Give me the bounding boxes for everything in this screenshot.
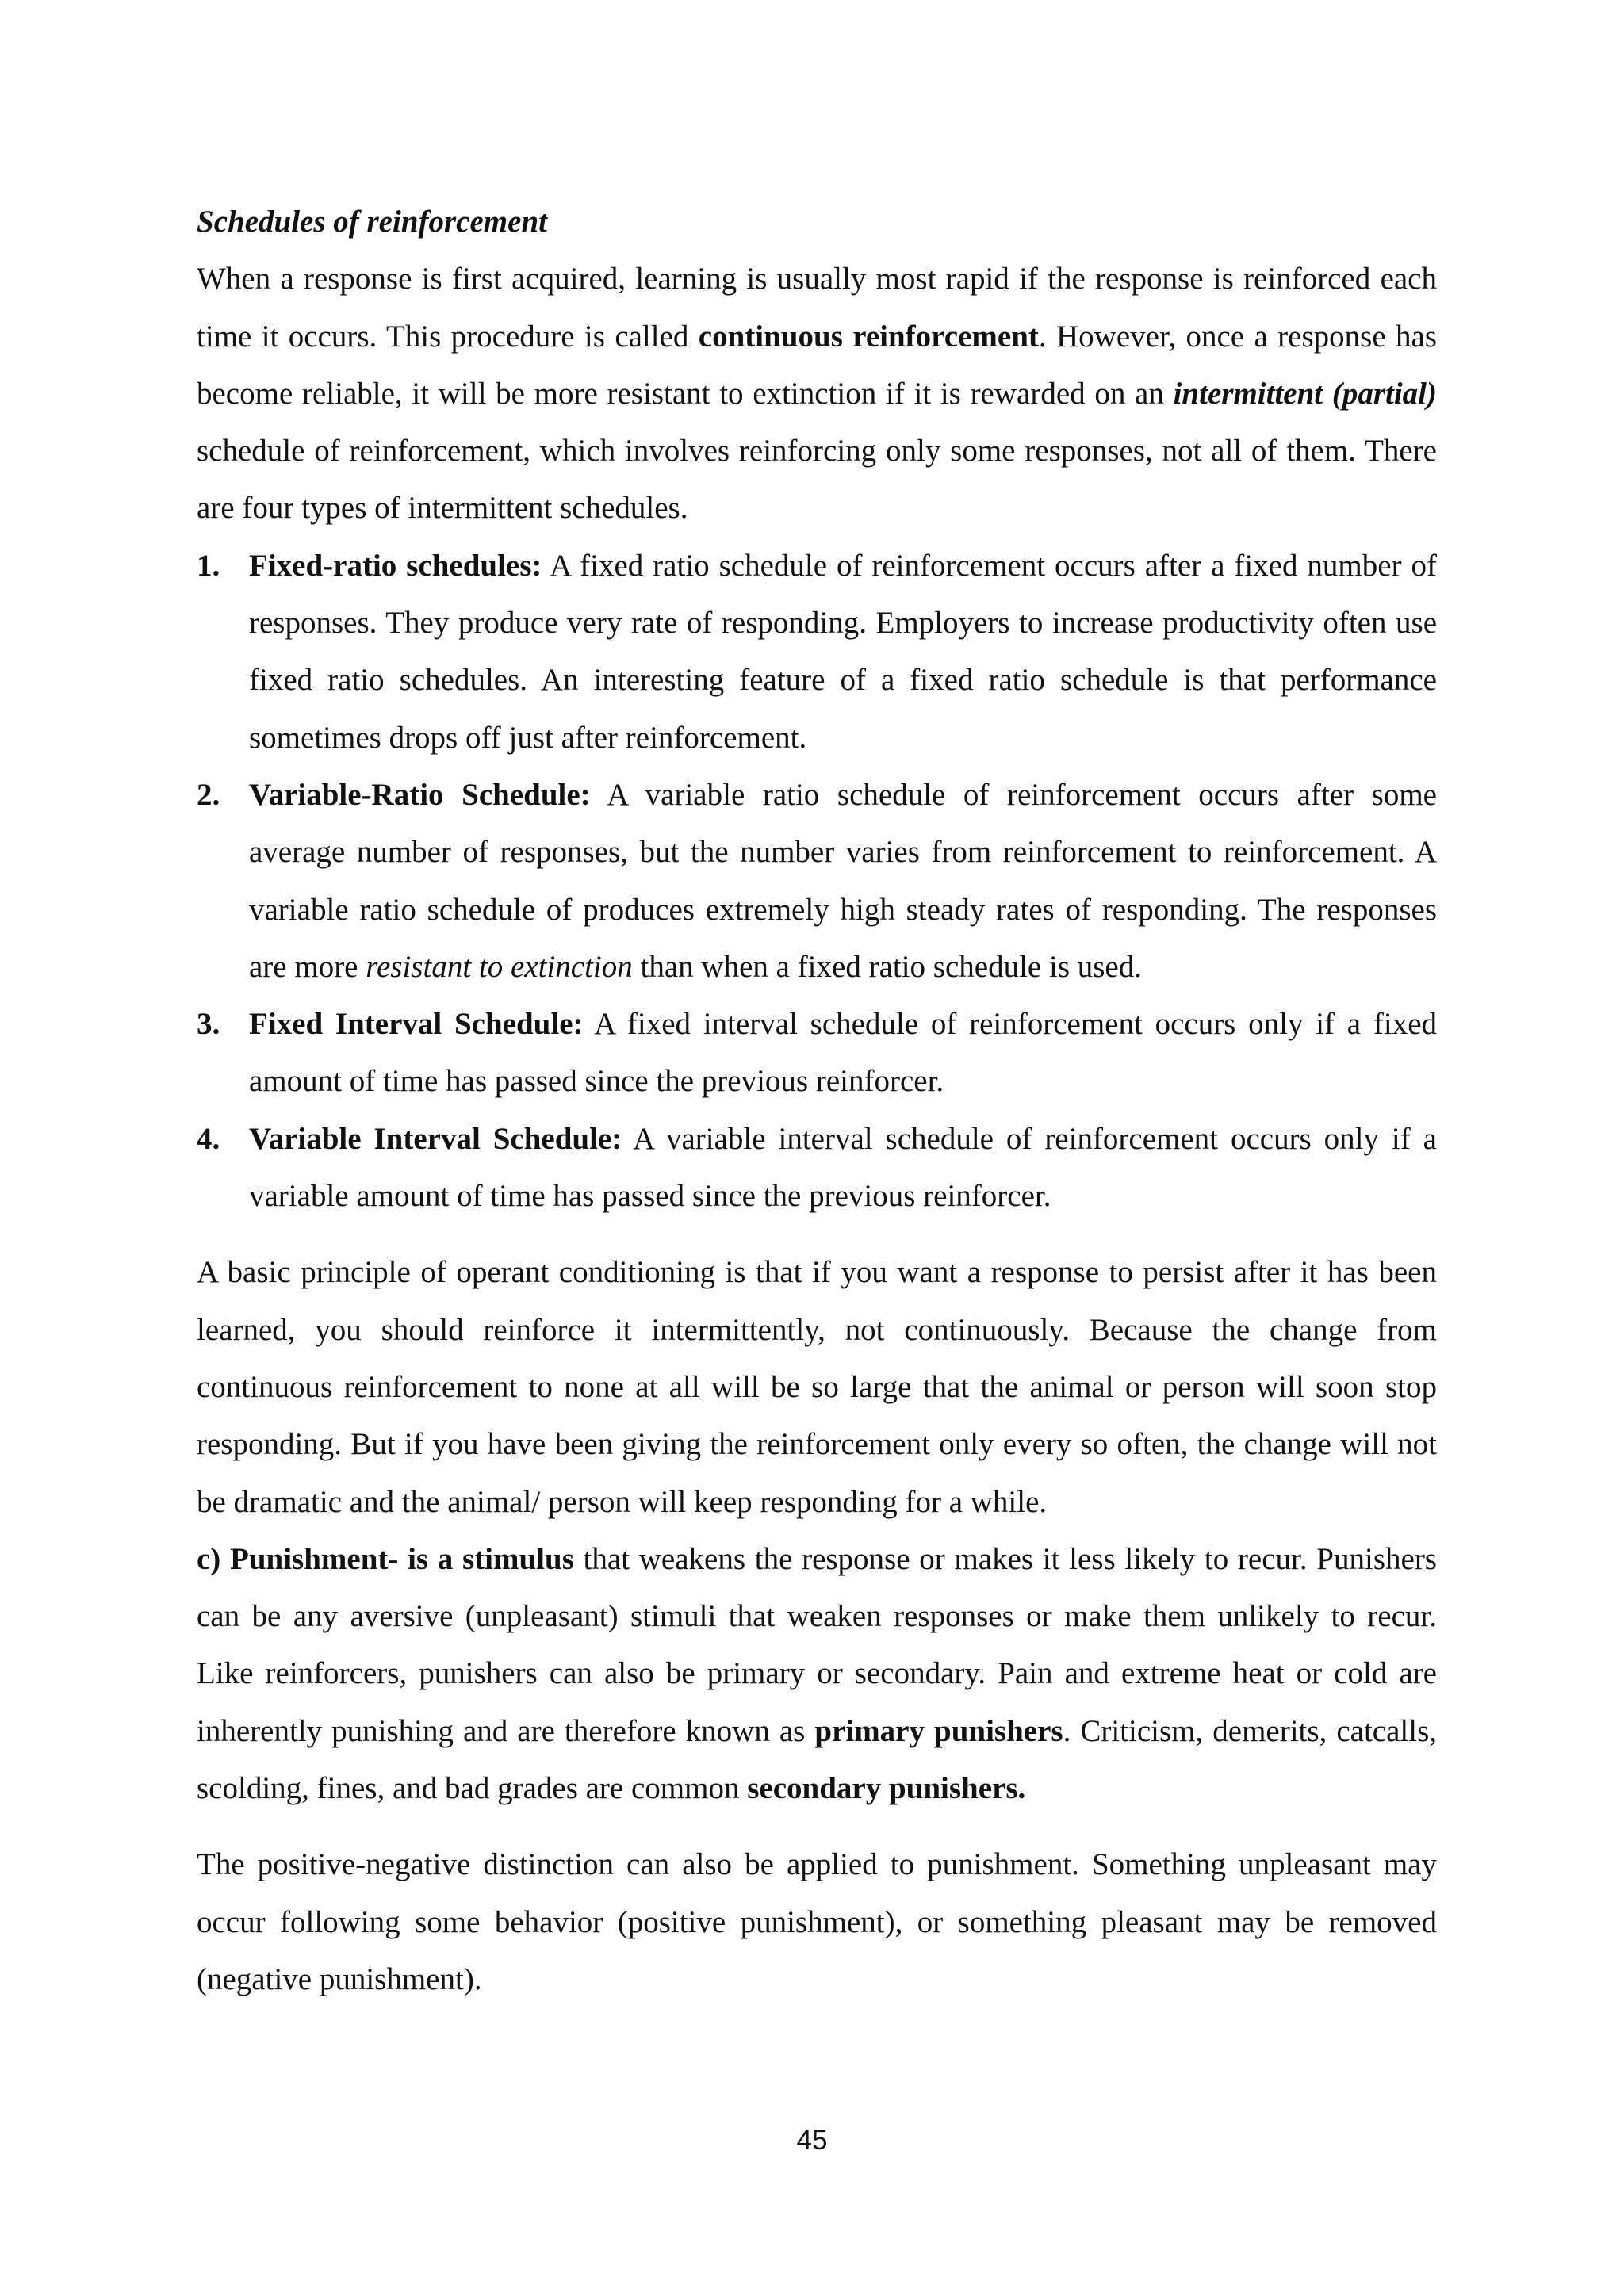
intro-paragraph <box>197 251 1437 537</box>
punishment-paragraph <box>197 1531 1437 1817</box>
intro-text-3: schedule of reinforcement, which involves reinforcing only some responses, not all of them. There are four types of intermittent schedules. <box>197 434 1437 526</box>
schedule-text: A variable ratio schedule of reinforcement occurs after some average number of responses, but the number varies from reinforcement to reinforcement. A variable ratio schedule of produces extremely high steady rates of responding. The responses are more <box>249 777 1437 984</box>
intro-text-2: . However, once a response has become reliable, it will be more resistant to extinction if it is rewarded on an <box>197 319 1437 411</box>
list-number: 3. <box>197 1007 220 1042</box>
schedule-text: A variable interval schedule of reinforcement occurs only if a variable amount of time has passed since the previous reinforcer. <box>249 1121 1437 1214</box>
term-intermittent: intermittent (partial) <box>1173 376 1437 411</box>
punishment-text-2: . Criticism, demerits, catcalls, scolding, fines, and bad grades are common <box>197 1713 1437 1806</box>
term-continuous-reinforcement: continuous reinforcement <box>698 319 1039 354</box>
term-resistant-to-extinction: resistant to extinction <box>366 949 633 984</box>
punishment-text-1: that weakens the response or makes it less likely to recur. Punishers can be any aversive (unpleasant) stimuli that weaken responses or make them unlikely to recur. Like reinforcers, punishers can also be primary or secondary. Pain and extreme heat or cold are inherently punishing and are therefore known as <box>197 1541 1437 1748</box>
schedule-text: A fixed ratio schedule of reinforcement occurs after a fixed number of responses. They produce very rate of responding. Employers to increase productivity often use fixed ratio schedules. An interesting feature of a fixed ratio schedule is that performance sometimes drops off just after reinforcement. <box>249 548 1437 755</box>
distinction-paragraph: The positive-negative distinction can also be applied to punishment. Something unpleasant may occur following some behavior (positive punishment), or something pleasant may be removed (negative punishment). <box>197 1847 1437 1996</box>
list-body <box>249 767 1437 996</box>
intro-text-1: When a response is first acquired, learning is usually most rapid if the response is reinforced each time it occurs. This procedure is called <box>197 262 1437 354</box>
schedule-list <box>197 538 1437 1226</box>
list-item <box>197 1111 1437 1226</box>
list-body <box>249 538 1437 767</box>
schedule-title: Variable-Ratio Schedule: <box>249 777 591 812</box>
term-secondary-punishers: secondary punishers. <box>747 1771 1026 1806</box>
principle-paragraph: A basic principle of operant conditioning is that if you want a response to persist after it has been learned, you should reinforce it intermittently, not continuously. Because the change from continuous reinforcement to none at all will be so large that the animal or person will soon stop responding. But if you have been giving the reinforcement only every so often, the change will not be dramatic and the animal/ person will keep responding for a while. <box>197 1255 1437 1519</box>
list-number: 4. <box>197 1121 220 1156</box>
list-number: 1. <box>197 548 220 583</box>
list-body <box>249 996 1437 1111</box>
list-number: 2. <box>197 777 220 812</box>
page-number: 45 <box>796 2125 828 2156</box>
list-item <box>197 767 1437 996</box>
list-item <box>197 996 1437 1111</box>
schedule-text: A fixed interval schedule of reinforcement occurs only if a fixed amount of time has passed since the previous reinforcer. <box>249 1007 1438 1099</box>
section-heading: Schedules of reinforcement <box>197 205 547 239</box>
term-punishment: c) Punishment- is a stimulus <box>197 1541 574 1576</box>
schedule-title: Variable Interval Schedule: <box>249 1121 622 1156</box>
term-primary-punishers: primary punishers <box>814 1713 1063 1748</box>
schedule-text-end: than when a fixed ratio schedule is used. <box>632 949 1142 984</box>
page-content <box>197 193 1437 2008</box>
schedule-title: Fixed Interval Schedule: <box>249 1007 584 1042</box>
schedule-title: Fixed-ratio schedules: <box>249 548 542 583</box>
list-body <box>249 1111 1437 1226</box>
list-item <box>197 538 1437 767</box>
